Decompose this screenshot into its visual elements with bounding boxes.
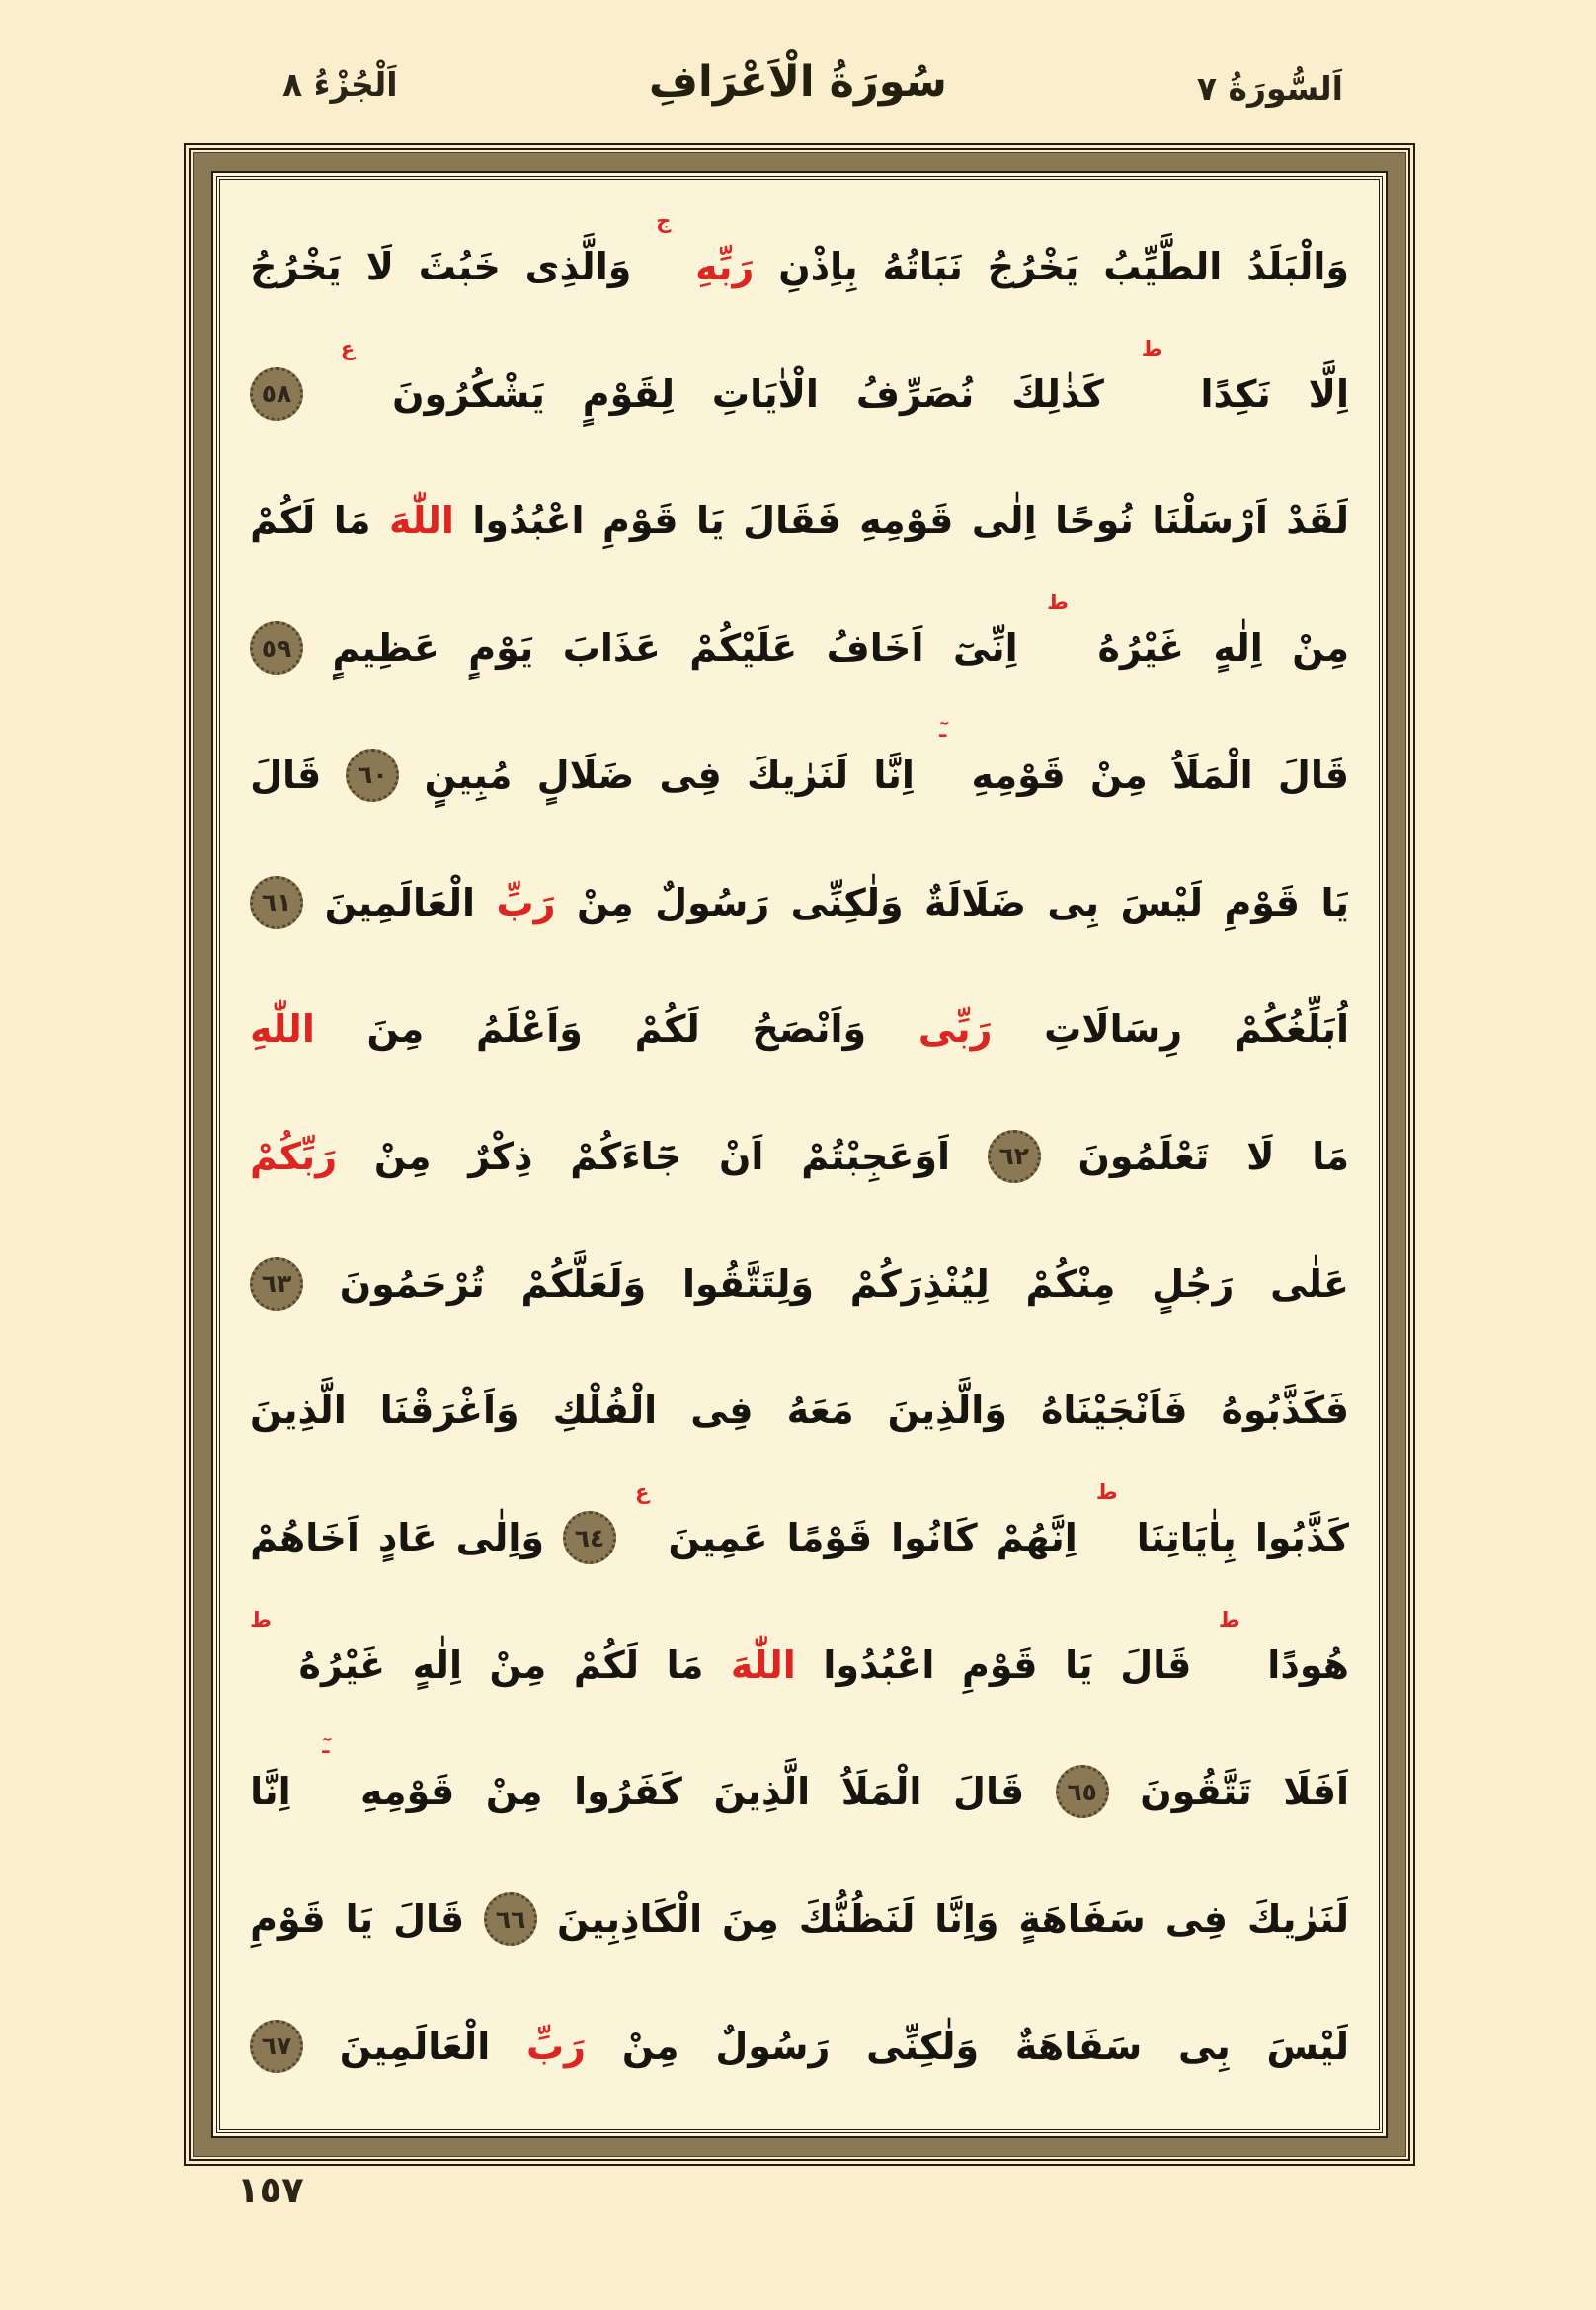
juz-label: اَلْجُزْءُ ٨: [282, 65, 398, 104]
word: اَفَلَا: [1283, 1770, 1349, 1814]
waqf-sign: ج: [656, 209, 672, 233]
word: قَالَ: [393, 1897, 465, 1942]
frame-line-4: [216, 176, 1383, 2133]
word: الْعَالَمِينَ: [324, 880, 476, 924]
word: رَسُولٌ: [715, 2024, 831, 2068]
word: قَوْمِهِ: [971, 753, 1066, 797]
word: وَلٰكِنِّى: [790, 880, 904, 924]
quran-line-2: [250, 335, 1349, 453]
word: مِنْ: [1090, 753, 1148, 797]
word: اِنَّا: [873, 753, 915, 797]
word: اَوَعَجِبْتُمْ: [801, 1134, 950, 1178]
verse-end-marker: ٦٢: [988, 1130, 1041, 1183]
waqf-sign: ط: [1095, 1480, 1118, 1505]
word: مِنْ: [485, 1770, 543, 1814]
quran-line-10: [250, 1351, 1349, 1470]
word: لَنَرٰيكَ: [747, 753, 849, 797]
page-border-frame: [184, 143, 1415, 2166]
word: فَكَذَّبُوهُ: [1221, 1389, 1349, 1433]
word: بِاٰيَاتِنَا: [1136, 1516, 1237, 1560]
word: بِى: [1178, 2024, 1231, 2068]
word: اُبَلِّغُكُمْ: [1234, 1007, 1349, 1052]
word: يَا: [1065, 1642, 1093, 1687]
word: ضَلَالَةٌ: [924, 880, 1026, 924]
verse-end-marker: ٥٩: [250, 621, 303, 675]
word: كَفَرُوا: [574, 1770, 682, 1814]
word: تُرْحَمُونَ: [339, 1261, 485, 1306]
word: نُصَرِّفُ: [855, 371, 975, 416]
quran-line-13: [250, 1732, 1349, 1851]
word: لِقَوْمٍ: [582, 371, 676, 416]
word: اعْبُدُوا: [472, 499, 585, 543]
waqf-sign: ط: [1218, 1607, 1240, 1632]
frame-line-3: [211, 171, 1388, 2138]
quran-line-9: [250, 1225, 1349, 1343]
surah-number-label: اَلسُّورَةُ ٧: [1196, 69, 1343, 108]
word: اِنِّىٓ: [952, 626, 1018, 671]
word: اللّٰهَ: [730, 1642, 796, 1687]
word: وَاِلٰى: [455, 1516, 545, 1560]
word: اِلَّا: [1308, 371, 1349, 416]
word: وَالْبَلَدُ: [1246, 245, 1349, 288]
frame-line-2: [189, 148, 1410, 2161]
word: اللّٰهِ: [250, 1007, 315, 1052]
word: تَتَّقُونَ: [1140, 1770, 1252, 1814]
page-number: ١٥٧: [237, 2169, 304, 2211]
word: الطَّيِّبُ: [1103, 245, 1223, 288]
word: فَاَنْجَيْنَاهُ: [1040, 1389, 1188, 1433]
word: اِنَّا: [250, 1770, 291, 1814]
word: وَلٰكِنِّى: [866, 2024, 980, 2068]
word: يَا: [696, 499, 725, 543]
word: يَشْكُرُونَ: [392, 371, 545, 416]
word: لَيْسَ: [1120, 880, 1204, 924]
verse-end-marker: ٦٤: [563, 1511, 616, 1564]
word: لَيْسَ: [1266, 2024, 1349, 2068]
word: ضَلَالٍ: [536, 753, 635, 797]
word: رَبِّهِ: [695, 245, 755, 288]
waqf-sign: ط: [1141, 336, 1163, 360]
word: بِى: [1047, 880, 1100, 924]
word: نُوحًا: [1055, 499, 1134, 543]
word: فِى: [1164, 1897, 1229, 1942]
word: اَخَاهُمْ: [250, 1516, 359, 1560]
quran-line-6: [250, 843, 1349, 962]
word: اِلٰى: [971, 499, 1037, 543]
waqf-sign: ع: [635, 1480, 650, 1505]
word: وَلِتَتَّقُوا: [681, 1261, 815, 1306]
word: مِنْكُمْ: [1025, 1261, 1116, 1306]
word: الْمَلَاُ: [1172, 753, 1253, 797]
word: لَكُمْ: [250, 499, 316, 543]
word: فِى: [690, 1389, 754, 1433]
word: لَنَظُنُّكَ: [798, 1897, 916, 1942]
word: وَالَّذِى: [524, 245, 632, 288]
word: مَا: [666, 1642, 704, 1687]
word: مِنْ: [1292, 626, 1349, 671]
word: وَالَّذِينَ: [887, 1389, 1007, 1433]
quran-line-4: [250, 589, 1349, 707]
word: مِنْ: [621, 2024, 679, 2068]
word: قَالَ: [1277, 753, 1349, 797]
word: قَوْمًا: [786, 1516, 873, 1560]
word: وَاَعْلَمُ: [475, 1007, 583, 1052]
word: مِنَ: [366, 1007, 425, 1052]
word: لَا: [365, 245, 394, 288]
verse-end-marker: ٦٠: [346, 749, 399, 802]
word: سَفَاهَةٌ: [1014, 2024, 1143, 2068]
word: مَا: [333, 499, 371, 543]
word: اِلٰهٍ: [412, 1642, 462, 1687]
word: يَخْرُجُ: [250, 245, 342, 288]
quran-text-area: [220, 180, 1379, 2129]
word: بِاِذْنِ: [778, 245, 858, 288]
word: مُبِينٍ: [424, 753, 513, 797]
word: وَاِنَّا: [934, 1897, 999, 1942]
word: كَانُوا: [891, 1516, 978, 1560]
word: نَبَاتُهُ: [882, 245, 963, 288]
word: عَظِيمٍ: [332, 626, 439, 671]
word: قَوْمِ: [250, 1897, 326, 1942]
word: جَٓاءَكُمْ: [570, 1134, 682, 1178]
word: اَرْسَلْنَا: [1152, 499, 1268, 543]
word: مِنْ: [373, 1134, 432, 1178]
word: اَنْ: [718, 1134, 764, 1178]
word: رَبِّ: [496, 880, 556, 924]
word: قَوْمِ: [962, 1642, 1038, 1687]
word: وَاَنْصَحُ: [752, 1007, 867, 1052]
word: عَذَابَ: [562, 626, 661, 671]
word: ذِكْرٌ: [468, 1134, 533, 1178]
word: نَكِدًا: [1200, 371, 1271, 416]
waqf-sign: ط: [250, 1607, 272, 1632]
word: الَّذِينَ: [713, 1770, 811, 1814]
word: مِنْ: [576, 880, 634, 924]
word: كَذَّبُوا: [1254, 1516, 1349, 1560]
word: الْفُلْكِ: [552, 1389, 658, 1433]
word: رَبِّى: [918, 1007, 993, 1052]
word: الْمَلَاُ: [840, 1770, 922, 1814]
word: قَوْمِ: [601, 499, 678, 543]
word: قَالَ: [1120, 1642, 1192, 1687]
word: كَذٰلِكَ: [1011, 371, 1104, 416]
word: مَا: [1312, 1134, 1349, 1178]
word: قَوْمِهِ: [360, 1770, 455, 1814]
verse-end-marker: ٦٥: [1056, 1765, 1109, 1818]
word: يَوْمٍ: [468, 626, 534, 671]
word: فَقَالَ: [743, 499, 841, 543]
word: وَاَغْرَقْنَا: [379, 1389, 519, 1433]
quran-line-15: [250, 1987, 1349, 2106]
verse-end-marker: ٥٨: [250, 367, 303, 421]
word: اَخَافُ: [826, 626, 924, 671]
word: وَلَعَلَّكُمْ: [520, 1261, 647, 1306]
word: قَوْمِهِ: [859, 499, 954, 543]
waqf-sign: ط: [1047, 591, 1069, 615]
word: اللّٰهَ: [389, 499, 454, 543]
word: اعْبُدُوا: [823, 1642, 935, 1687]
frame-brown-band: [193, 152, 1406, 2157]
word: خَبُثَ: [418, 245, 501, 288]
word: لَكُمْ: [573, 1642, 639, 1687]
quran-line-12: [250, 1606, 1349, 1724]
word: قَوْمِ: [1224, 880, 1301, 924]
quran-line-5: [250, 716, 1349, 835]
word: مَعَهُ: [786, 1389, 854, 1433]
word: تَعْلَمُونَ: [1077, 1134, 1210, 1178]
verse-end-marker: ٦٦: [484, 1892, 537, 1946]
word: عَادٍ: [377, 1516, 438, 1560]
word: الْعَالَمِينَ: [339, 2024, 491, 2068]
word: لَا: [1246, 1134, 1275, 1178]
surah-title: سُورَةُ الْاَعْرَافِ: [649, 57, 947, 107]
word: قَالَ: [952, 1770, 1025, 1814]
frame-inner: [219, 179, 1380, 2130]
word: لَقَدْ: [1286, 499, 1349, 543]
word: رَبِّ: [526, 2024, 587, 2068]
quran-line-7: [250, 970, 1349, 1088]
word: يَخْرُجُ: [987, 245, 1079, 288]
quran-line-8: [250, 1097, 1349, 1216]
word: لِيُنْذِرَكُمْ: [849, 1261, 990, 1306]
word: يَا: [1320, 880, 1349, 924]
word: يَا: [345, 1897, 374, 1942]
word: عَلَيْكُمْ: [689, 626, 798, 671]
word: الْكَاذِبِينَ: [557, 1897, 703, 1942]
word: الَّذِينَ: [250, 1389, 347, 1433]
word: فِى: [659, 753, 722, 797]
waqf-sign: ع: [340, 336, 356, 360]
quran-line-11: [250, 1478, 1349, 1597]
word: رَبِّكُمْ: [250, 1134, 338, 1178]
word: عَلٰى: [1270, 1261, 1349, 1306]
quran-line-1: [250, 207, 1349, 326]
waqf-sign: ـٓ: [322, 1734, 330, 1759]
word: رَجُلٍ: [1152, 1261, 1235, 1306]
verse-end-marker: ٦١: [250, 876, 303, 929]
word: مِنَ: [722, 1897, 779, 1942]
word: غَيْرُهُ: [1097, 626, 1184, 671]
word: اِلٰهٍ: [1213, 626, 1263, 671]
word: غَيْرُهُ: [298, 1642, 386, 1687]
waqf-sign: ـٓ: [939, 717, 947, 742]
word: لَنَرٰيكَ: [1246, 1897, 1349, 1942]
word: عَمِينَ: [668, 1516, 768, 1560]
quran-line-3: [250, 461, 1349, 580]
word: مِنْ: [489, 1642, 547, 1687]
word: رَسُولٌ: [655, 880, 770, 924]
word: هُودًا: [1267, 1642, 1349, 1687]
word: الْاٰيَاتِ: [711, 371, 819, 416]
word: اِنَّهُمْ: [996, 1516, 1077, 1560]
word: رِسَالَاتِ: [1044, 1007, 1183, 1052]
word: سَفَاهَةٍ: [1018, 1897, 1146, 1942]
verse-end-marker: ٦٣: [250, 1257, 303, 1311]
quran-line-14: [250, 1860, 1349, 1978]
verse-end-marker: ٦٧: [250, 2020, 303, 2073]
word: قَالَ: [250, 753, 322, 797]
word: لَكُمْ: [634, 1007, 700, 1052]
